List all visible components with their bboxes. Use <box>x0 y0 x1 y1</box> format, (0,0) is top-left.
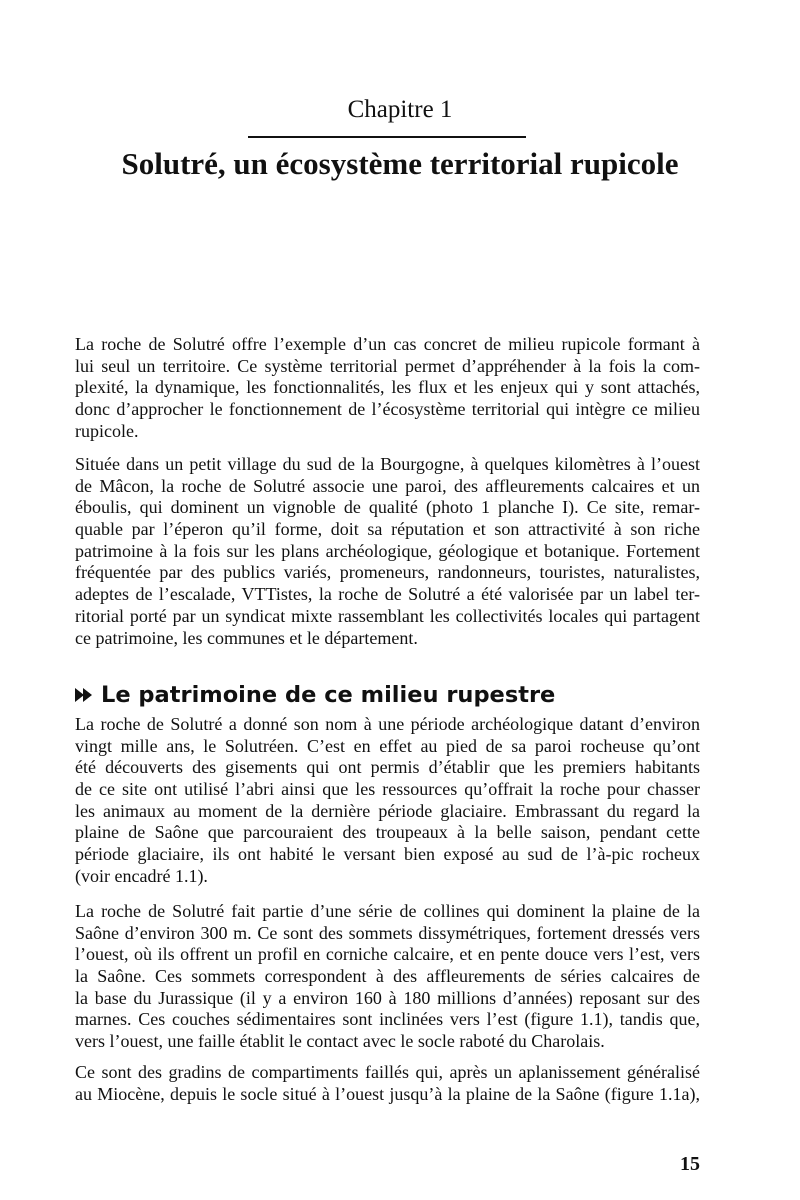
text-line: période glaciaire, ils ont habité le versant bien exposé au sud de l’à-pic rocheux <box>75 844 700 865</box>
section-heading <box>75 681 555 709</box>
text-line: adeptes de l’escalade, VTTistes, la roche de Solutré a été valorisée par un label ter- <box>75 584 700 605</box>
text-line: marnes. Ces couches sédimentaires sont inclinées vers l’est (figure 1.1), tandis que, <box>75 1009 700 1030</box>
text-line: donc d’approcher le fonctionnement de l’écosystème territorial qui intègre ce milieu <box>75 399 700 420</box>
text-line: les animaux au moment de la dernière période glaciaire. Embrassant du regard la <box>75 800 700 821</box>
text-line: quable par l’éperon qu’il forme, doit sa réputation et son attractivité à son riche <box>75 519 700 540</box>
chapter-title: Solutré, un écosystème territorial rupicole <box>121 146 679 181</box>
chapter-rule <box>248 136 526 138</box>
section-heading-text: Le patrimoine de ce milieu rupestre <box>101 682 556 708</box>
text-line: Située dans un petit village du sud de la Bourgogne, à quelques kilomètres à l’ouest <box>75 454 700 474</box>
text-line: lui seul un territoire. Ce système territorial permet d’appréhender à la fois la com- <box>75 355 700 376</box>
text-line: de Mâcon, la roche de Solutré associe une paroi, des affleurements calcaires et un <box>75 475 700 496</box>
paragraph <box>75 714 700 888</box>
text-line: (voir encadré 1.1). <box>75 865 208 886</box>
text-line: éboulis, qui dominent un vignoble de qualité (photo 1 planche I). Ce site, remar- <box>75 497 700 518</box>
text-line: La roche de Solutré a donné son nom à une période archéologique datant d’environ <box>75 714 700 734</box>
paragraph <box>75 901 700 1053</box>
paragraph <box>75 334 700 442</box>
paragraph <box>75 454 700 649</box>
text-line: patrimoine à la fois sur les plans archéologique, géologique et botanique. Fortement <box>75 540 700 561</box>
paragraph <box>75 1062 700 1105</box>
text-line: de ce site ont utilisé l’abri ainsi que les ressources qu’offrait la roche pour chasser <box>75 779 700 800</box>
text-line: plaine de Saône que parcouraient des troupeaux à la belle saison, pendant cette <box>75 822 700 843</box>
text-line: vers l’ouest, une faille établit le contact avec le socle raboté du Charolais. <box>75 1031 605 1052</box>
text-line: ce patrimoine, les communes et le département. <box>75 627 418 648</box>
page-number: 15 <box>680 1153 700 1175</box>
text-line: fréquentée par des publics variés, promeneurs, randonneurs, touristes, naturalistes, <box>75 562 700 583</box>
text-line: vingt mille ans, le Solutréen. C’est en effet au pied de sa paroi rocheuse qu’ont <box>75 735 700 756</box>
text-line: La roche de Solutré offre l’exemple d’un cas concret de milieu rupicole formant à <box>75 334 700 354</box>
text-line: plexité, la dynamique, les fonctionnalités, les flux et les enjeux qui y sont attachés, <box>75 377 700 398</box>
text-line: La roche de Solutré fait partie d’une série de collines qui dominent la plaine de la <box>75 901 700 921</box>
double-arrow-icon <box>75 681 93 709</box>
text-line: rupicole. <box>75 420 139 441</box>
chapter-label: Chapitre 1 <box>347 96 453 123</box>
text-line: ritorial porté par un syndicat mixte rassemblant les collectivités locales qui partagent <box>75 605 700 626</box>
text-line: l’ouest, où ils offrent un profil en corniche calcaire, et en pente douce vers l’est, vers <box>75 944 700 965</box>
text-line: au Miocène, depuis le socle situé à l’ouest jusqu’à la plaine de la Saône (figure 1.1a), <box>75 1083 700 1104</box>
text-line: la Saône. Ces sommets correspondent à des affleurements de séries calcaires de <box>75 966 700 987</box>
text-line: été découverts des gisements qui ont permis d’établir que les premiers habitants <box>75 757 700 778</box>
text-line: Saône d’environ 300 m. Ce sont des sommets dissymétriques, fortement dressés vers <box>75 922 700 943</box>
text-line: Ce sont des gradins de compartiments faillés qui, après un aplanissement généralisé <box>75 1062 700 1082</box>
text-line: la base du Jurassique (il y a environ 160 à 180 millions d’années) reposant sur des <box>75 987 700 1008</box>
